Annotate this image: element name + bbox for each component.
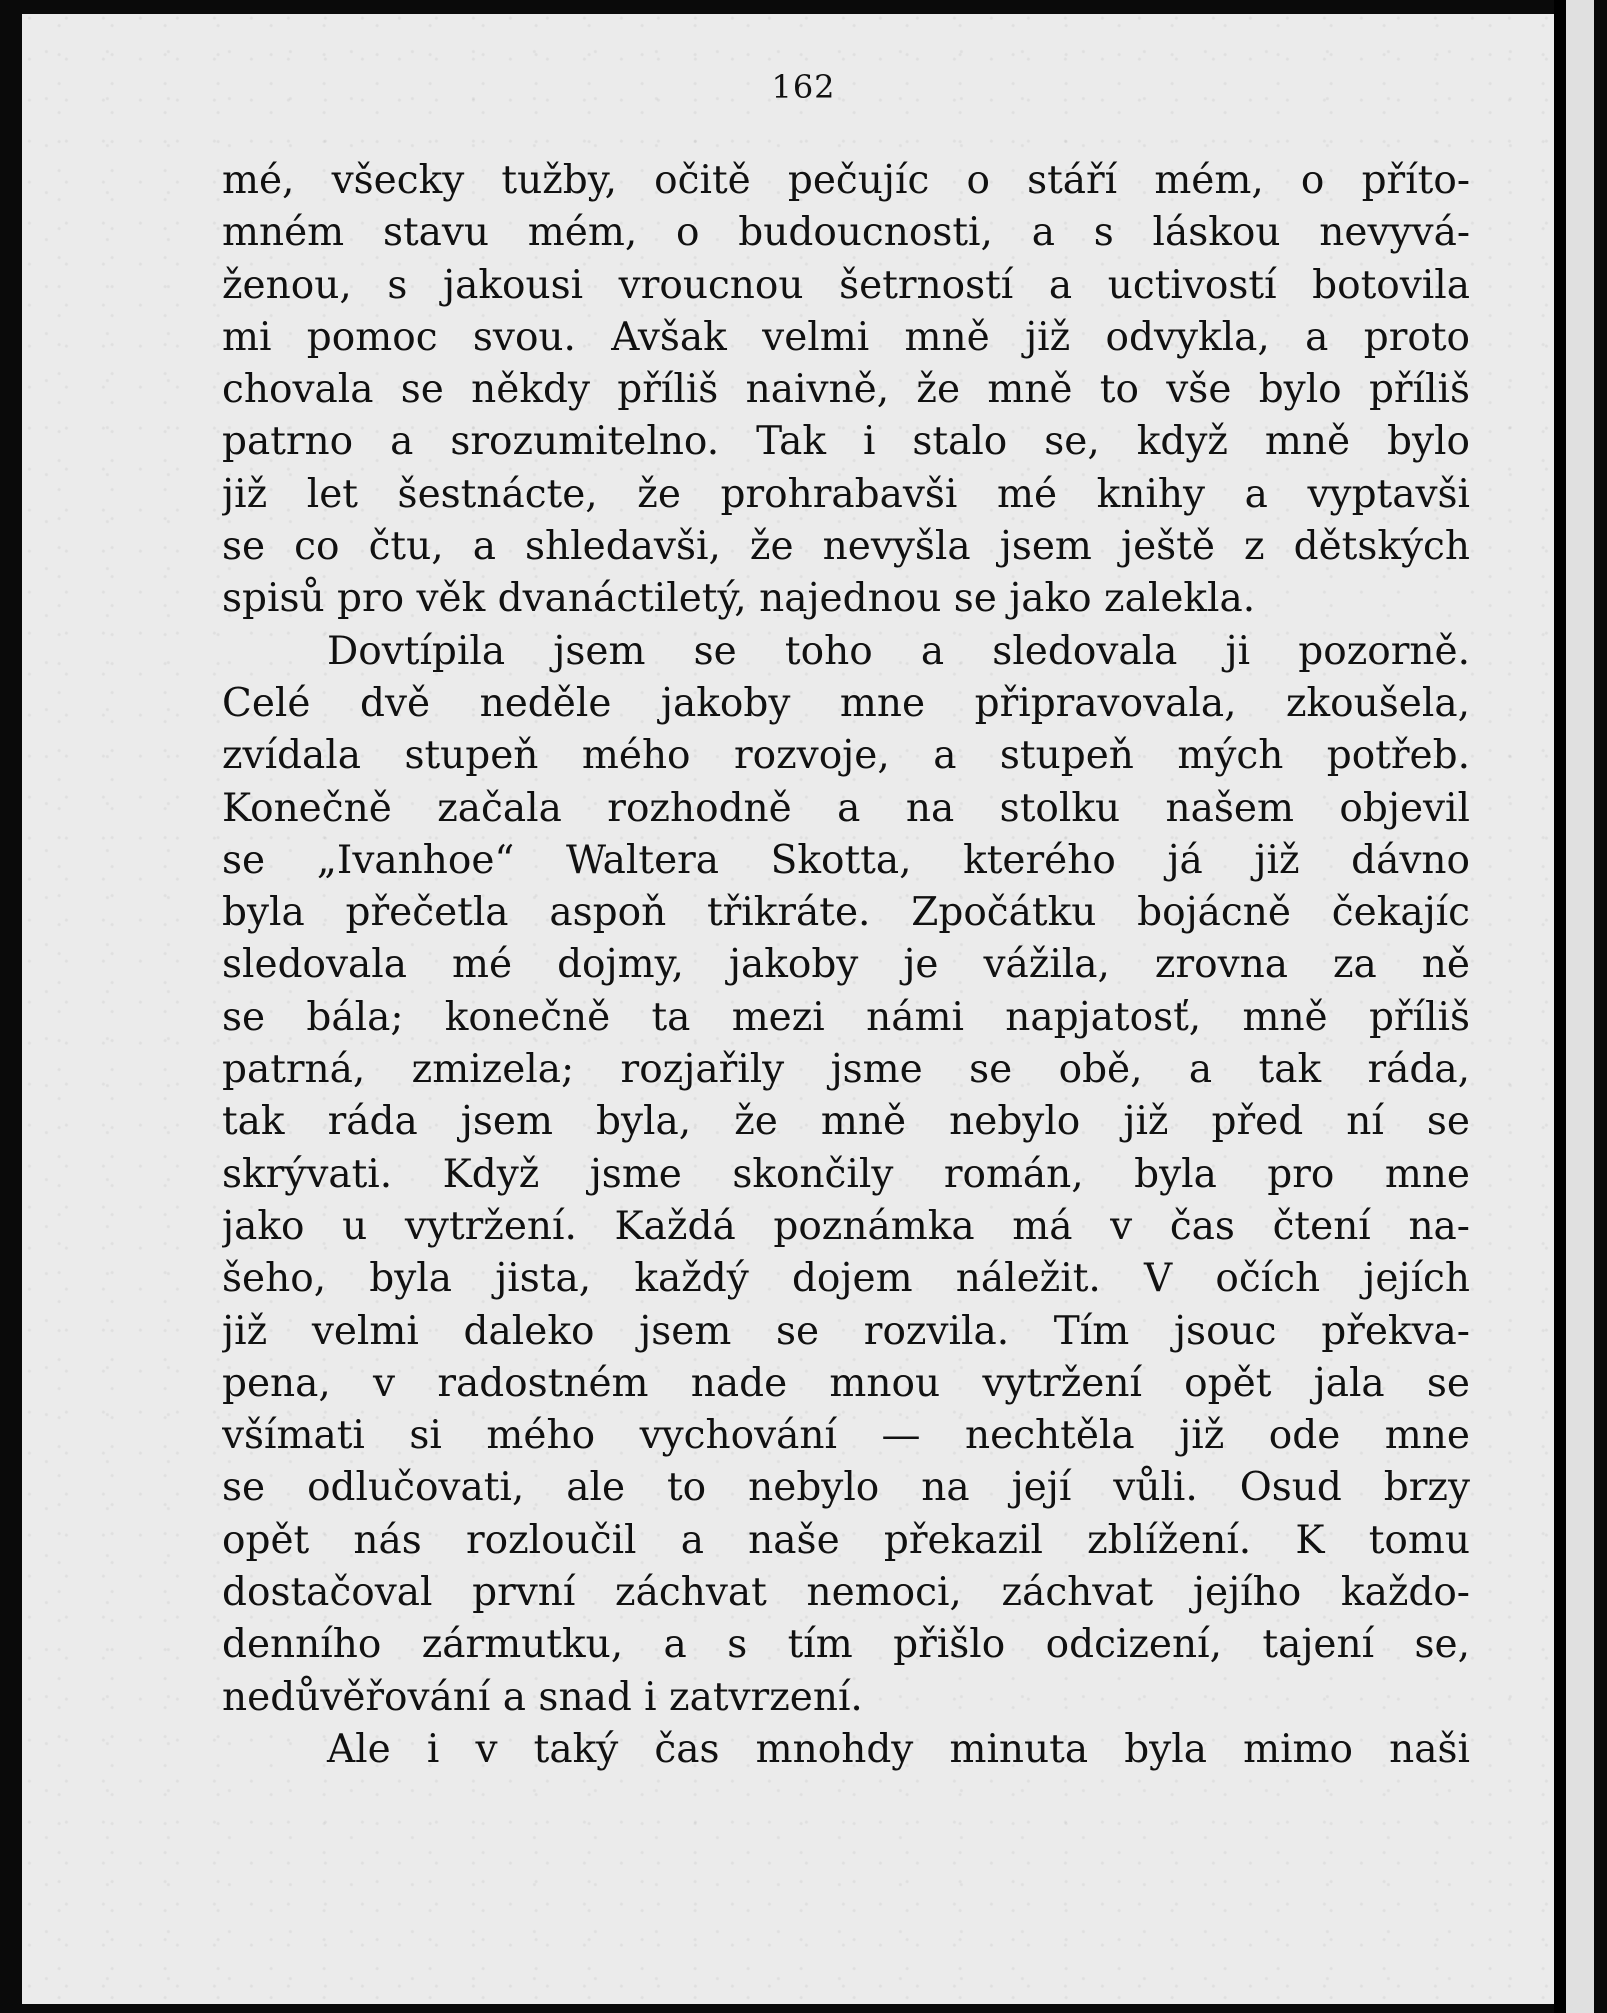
text-line: Ale i v taký čas mnohdy minuta byla mimo naši xyxy=(327,1726,1470,1772)
text-line: již let šestnácte, že prohrabavši mé knihy a vyptavši xyxy=(222,471,1470,517)
text-line: patrno a srozumitelno. Tak i stalo se, když mně bylo xyxy=(222,419,1470,465)
next-page-edge xyxy=(1566,0,1594,2013)
text-line: se „Ivanhoe“ Waltera Skotta, kterého já již dávno xyxy=(222,837,1470,883)
text-line: opět nás rozloučil a naše překazil zblížení. K tomu xyxy=(222,1517,1470,1563)
text-line: spisů pro věk dvanáctiletý, najednou se jako zalekla. xyxy=(222,576,1256,622)
text-line: Dovtípila jsem se toho a sledovala ji pozorně. xyxy=(327,628,1470,674)
text-line: sledovala mé dojmy, jakoby je vážila, zrovna za ně xyxy=(222,942,1470,988)
text-line: se co čtu, a shledavši, že nevyšla jsem ještě z dětských xyxy=(222,524,1470,570)
text-line: patrná, zmizela; rozjařily jsme se obě, a tak ráda, xyxy=(222,1047,1470,1093)
text-line: nedůvěřování a snad i zatvrzení. xyxy=(222,1674,863,1720)
text-line: mi pomoc svou. Avšak velmi mně již odvykla, a proto xyxy=(222,314,1470,360)
page-gutter-shadow xyxy=(1554,0,1566,2013)
text-line: mném stavu mém, o budoucnosti, a s láskou nevyvá- xyxy=(222,210,1470,256)
text-line: již velmi daleko jsem se rozvila. Tím jsouc překva- xyxy=(222,1308,1470,1354)
text-line: denního zármutku, a s tím přišlo odcizení, tajení se, xyxy=(222,1622,1470,1668)
body-text xyxy=(222,155,1470,1776)
text-line: Celé dvě neděle jakoby mne připravovala, zkoušela, xyxy=(222,680,1470,726)
text-line: jako u vytržení. Každá poznámka má v čas čtení na- xyxy=(222,1203,1470,1249)
text-line: se odlučovati, ale to nebylo na její vůli. Osud brzy xyxy=(222,1465,1470,1511)
page-number: 162 xyxy=(771,68,836,106)
text-line: dostačoval první záchvat nemoci, záchvat jejího každo- xyxy=(222,1570,1470,1616)
text-line: šeho, byla jista, každý dojem náležit. V očích jejích xyxy=(222,1256,1470,1302)
text-line: zvídala stupeň mého rozvoje, a stupeň mých potřeb. xyxy=(222,733,1470,779)
text-line: všímati si mého vychování — nechtěla již ode mne xyxy=(222,1413,1470,1459)
text-line: se bála; konečně ta mezi námi napjatosť, mně příliš xyxy=(222,994,1470,1040)
text-line: pena, v radostném nade mnou vytržení opět jala se xyxy=(222,1360,1470,1406)
text-line: Konečně začala rozhodně a na stolku našem objevil xyxy=(222,785,1470,831)
text-line: byla přečetla aspoň třikráte. Zpočátku bojácně čekajíc xyxy=(222,890,1470,936)
text-line: mé, všecky tužby, očitě pečujíc o stáří mém, o příto- xyxy=(222,158,1470,203)
text-line: chovala se někdy příliš naivně, že mně to vše bylo příliš xyxy=(222,367,1470,413)
text-line: skrývati. Když jsme skončily román, byla pro mne xyxy=(222,1151,1470,1197)
text-line: ženou, s jakousi vroucnou šetrností a uctivostí botovila xyxy=(222,262,1470,308)
text-line: tak ráda jsem byla, že mně nebylo již před ní se xyxy=(222,1099,1470,1145)
